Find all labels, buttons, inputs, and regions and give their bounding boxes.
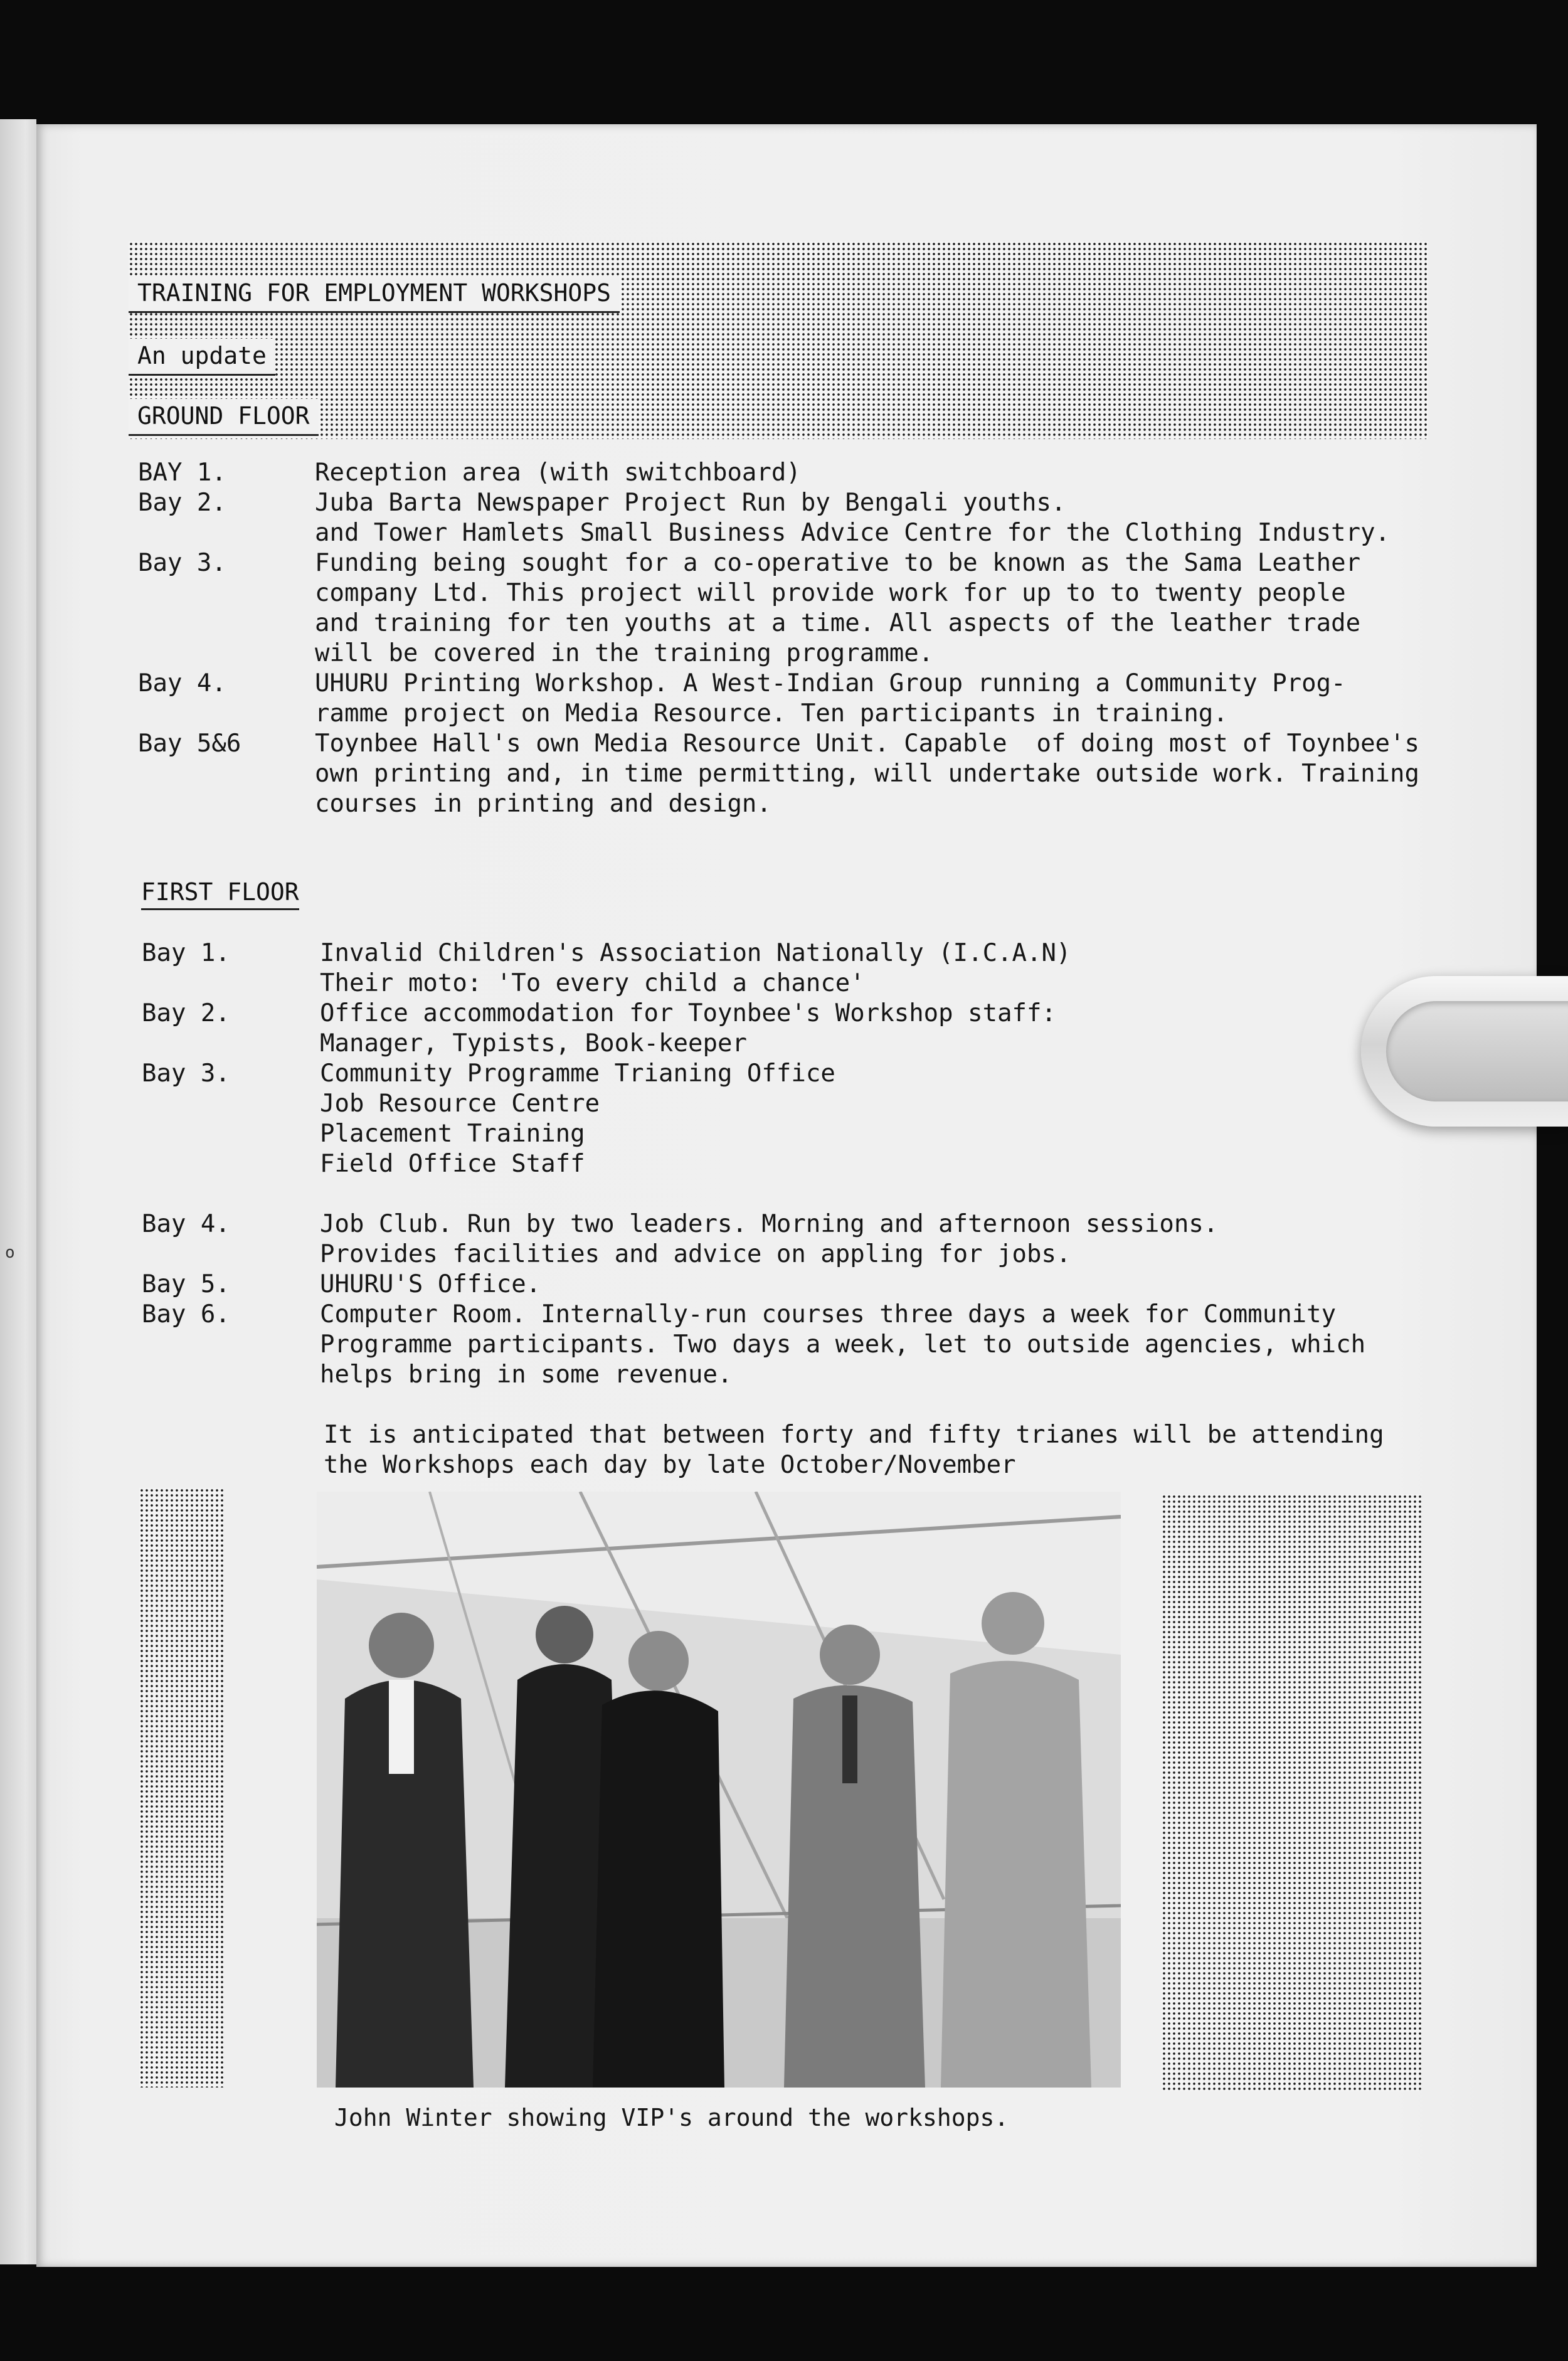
bay-label: Bay 5. (142, 1270, 230, 1298)
bay-line: Computer Room. Internally-run courses three days a week for Community (320, 1300, 1337, 1329)
document-title: TRAINING FOR EMPLOYMENT WORKSHOPS (129, 276, 620, 313)
bay-label: Bay 4. (138, 669, 226, 698)
bay-line: Manager, Typists, Book-keeper (320, 1029, 747, 1058)
bay-line: Funding being sought for a co-operative to be known as the Sama Leather (315, 549, 1361, 577)
facing-page-mark: o (5, 1243, 15, 1262)
bay-line: Job Resource Centre (320, 1090, 600, 1118)
bay-label: BAY 1. (138, 459, 226, 487)
bay-line: Job Club. Run by two leaders. Morning and afternoon sessions. (320, 1210, 1219, 1238)
group-photo (317, 1492, 1121, 2088)
header-halftone-band (129, 241, 1428, 439)
bay-line: and Tower Hamlets Small Business Advice Centre for the Clothing Industry. (315, 519, 1391, 547)
bay-line: Juba Barta Newspaper Project Run by Bengali youths. (315, 489, 1066, 517)
bay-line: Their moto: 'To every child a chance' (320, 969, 865, 997)
ground-floor-heading: GROUND FLOOR (129, 399, 319, 436)
bay-line: UHURU'S Office. (320, 1270, 541, 1298)
bay-line: helps bring in some revenue. (320, 1361, 733, 1389)
bay-line: Office accommodation for Toynbee's Workshop staff: (320, 999, 1056, 1027)
bay-line: own printing and, in time permitting, will undertake outside work. Training (315, 760, 1419, 788)
bay-line: ramme project on Media Resource. Ten participants in training. (315, 699, 1228, 728)
bay-label: Bay 1. (142, 939, 230, 967)
bay-line: Field Office Staff (320, 1150, 585, 1178)
bay-label: Bay 3. (138, 549, 226, 577)
bay-line: Provides facilities and advice on appling for jobs. (320, 1240, 1071, 1268)
bay-line: courses in printing and design. (315, 790, 771, 818)
group-photo-image (317, 1492, 1121, 2088)
bay-label: Bay 6. (142, 1300, 230, 1329)
first-floor-heading: FIRST FLOOR (141, 878, 299, 910)
bay-label: Bay 5&6 (138, 730, 241, 758)
bay-line: Invalid Children's Association Nationally (I.C.A.N) (320, 939, 1071, 967)
bay-line: will be covered in the training programme. (315, 639, 934, 667)
bay-label: Bay 2. (138, 489, 226, 517)
binding-clip-inner (1386, 1001, 1568, 1101)
document-subtitle: An update (129, 339, 275, 376)
bay-line: Toynbee Hall's own Media Resource Unit. Capable of doing most of Toynbee's (315, 730, 1419, 758)
bay-line: Placement Training (320, 1120, 585, 1148)
bay-label: Bay 3. (142, 1059, 230, 1088)
bay-line: Programme participants. Two days a week, let to outside agencies, which (320, 1330, 1366, 1359)
photo-caption: John Winter showing VIP's around the workshops. (334, 2104, 1009, 2131)
bay-line: Reception area (with switchboard) (315, 459, 801, 487)
binding-clip (1361, 976, 1568, 1127)
bay-label: Bay 2. (142, 999, 230, 1027)
right-halftone-panel (1162, 1494, 1421, 2091)
bay-line: company Ltd. This project will provide work for up to to twenty people (315, 579, 1346, 607)
bay-line: UHURU Printing Workshop. A West-Indian Group running a Community Prog- (315, 669, 1346, 698)
bay-line: Community Programme Trianing Office (320, 1059, 835, 1088)
facing-page-edge (0, 119, 36, 2264)
bay-line: and training for ten youths at a time. All aspects of the leather trade (315, 609, 1361, 637)
left-halftone-panel (139, 1488, 223, 2088)
bay-label: Bay 4. (142, 1210, 230, 1238)
closing-note-line: It is anticipated that between forty and fifty trianes will be attending (324, 1421, 1384, 1449)
closing-note-line: the Workshops each day by late October/November (324, 1451, 1016, 1479)
